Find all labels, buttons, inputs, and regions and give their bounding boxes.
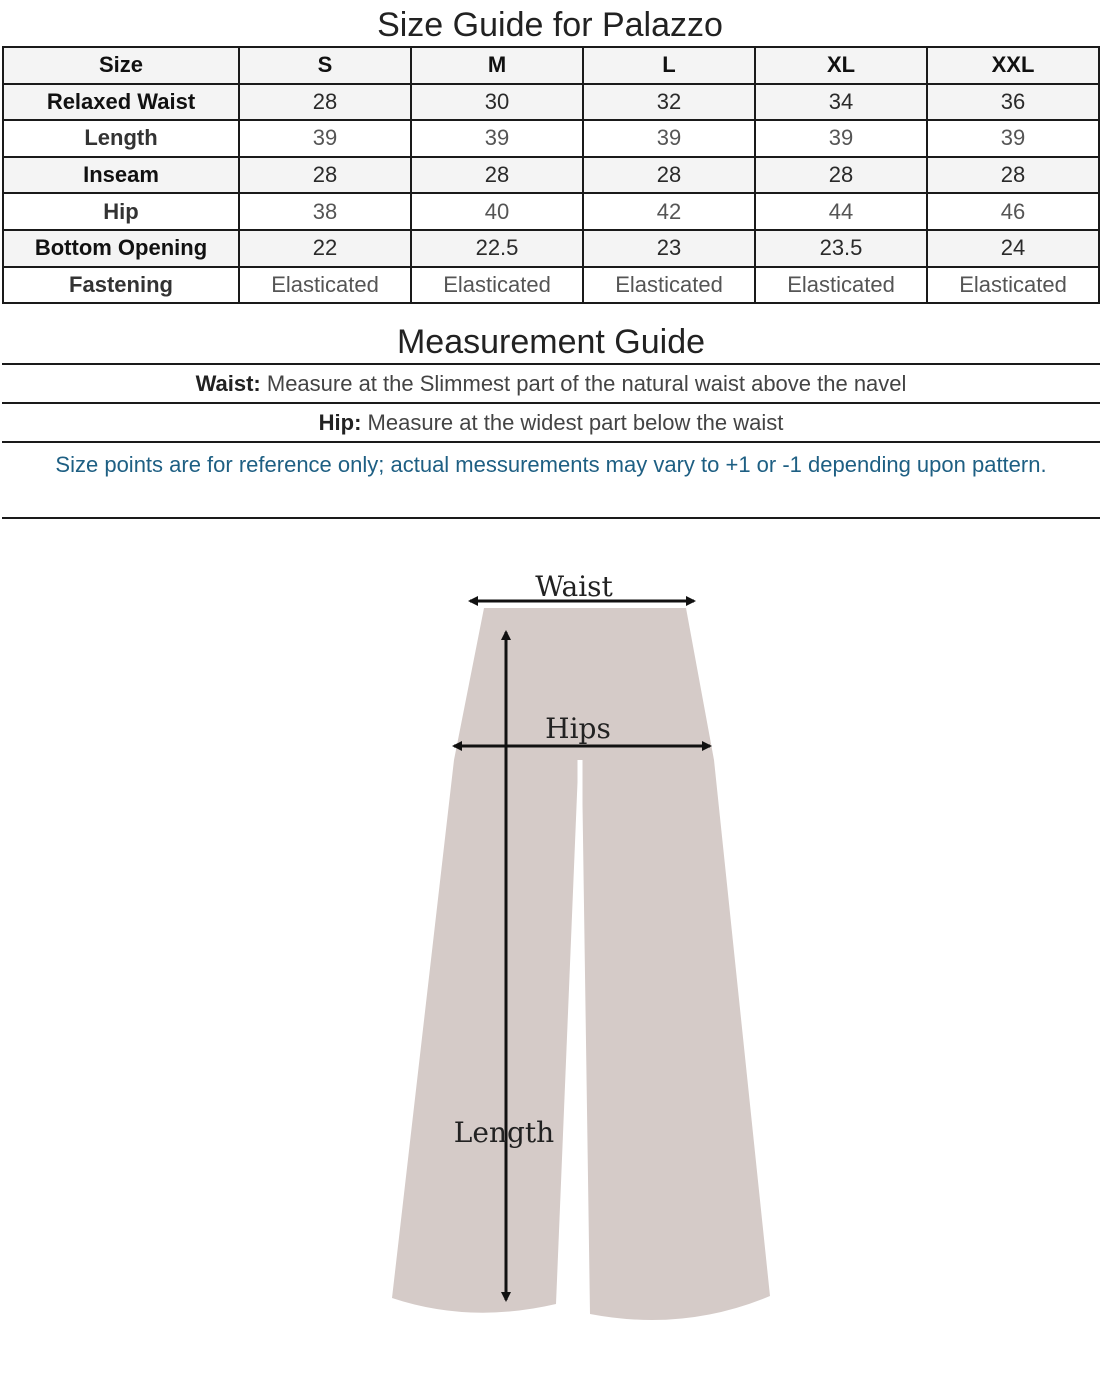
row-label: Inseam [3, 157, 239, 194]
length-diagram-label: Length [453, 1116, 555, 1149]
table-row [3, 267, 1099, 304]
table-cell: 28 [411, 157, 583, 194]
row-label: Length [3, 120, 239, 157]
header-size-xxl: XXL [927, 47, 1099, 84]
header-size-label: Size [3, 47, 239, 84]
table-cell: Elasticated [239, 267, 411, 304]
table-cell: 39 [583, 120, 755, 157]
table-row [3, 230, 1099, 267]
table-cell: 46 [927, 193, 1099, 230]
row-label: Fastening [3, 267, 239, 304]
size-table [2, 46, 1100, 304]
table-row [3, 84, 1099, 121]
table-cell: 23 [583, 230, 755, 267]
measurement-guide-title: Measurement Guide [2, 318, 1100, 365]
header-size-m: M [411, 47, 583, 84]
table-cell: 44 [755, 193, 927, 230]
table-cell: 24 [927, 230, 1099, 267]
table-cell: 42 [583, 193, 755, 230]
waist-instruction-label: Waist: [195, 371, 261, 396]
table-cell: 30 [411, 84, 583, 121]
waist-diagram-label: Waist [535, 570, 613, 603]
table-cell: Elasticated [927, 267, 1099, 304]
reference-note: Size points are for reference only; actual messurements may vary to +1 or -1 depending upon pattern. [2, 443, 1100, 519]
palazzo-measurement-diagram [0, 560, 1100, 1360]
table-cell: 36 [927, 84, 1099, 121]
header-size-l: L [583, 47, 755, 84]
table-cell: 23.5 [755, 230, 927, 267]
table-row [3, 120, 1099, 157]
table-cell: 28 [239, 157, 411, 194]
table-cell: 22 [239, 230, 411, 267]
hips-diagram-label: Hips [545, 712, 611, 745]
table-cell: 38 [239, 193, 411, 230]
table-cell: 40 [411, 193, 583, 230]
table-cell: Elasticated [755, 267, 927, 304]
waist-instruction [2, 365, 1100, 404]
table-row [3, 193, 1099, 230]
header-size-xl: XL [755, 47, 927, 84]
hip-instruction-text: Measure at the widest part below the waist [361, 410, 784, 435]
table-cell: 28 [927, 157, 1099, 194]
table-cell: 28 [755, 157, 927, 194]
table-cell: Elasticated [583, 267, 755, 304]
hip-instruction [2, 404, 1100, 443]
table-row [3, 157, 1099, 194]
table-cell: 22.5 [411, 230, 583, 267]
row-label: Relaxed Waist [3, 84, 239, 121]
table-cell: 28 [239, 84, 411, 121]
table-cell: 34 [755, 84, 927, 121]
row-label: Bottom Opening [3, 230, 239, 267]
table-cell: 32 [583, 84, 755, 121]
table-cell: 39 [755, 120, 927, 157]
table-cell: 39 [239, 120, 411, 157]
page-title: Size Guide for Palazzo [377, 6, 723, 44]
row-label: Hip [3, 193, 239, 230]
table-cell: 39 [411, 120, 583, 157]
table-cell: 39 [927, 120, 1099, 157]
header-size-s: S [239, 47, 411, 84]
table-cell: Elasticated [411, 267, 583, 304]
table-header-row [3, 47, 1099, 84]
table-cell: 28 [583, 157, 755, 194]
waist-instruction-text: Measure at the Slimmest part of the natural waist above the navel [260, 371, 907, 396]
hip-instruction-label: Hip: [318, 410, 362, 435]
